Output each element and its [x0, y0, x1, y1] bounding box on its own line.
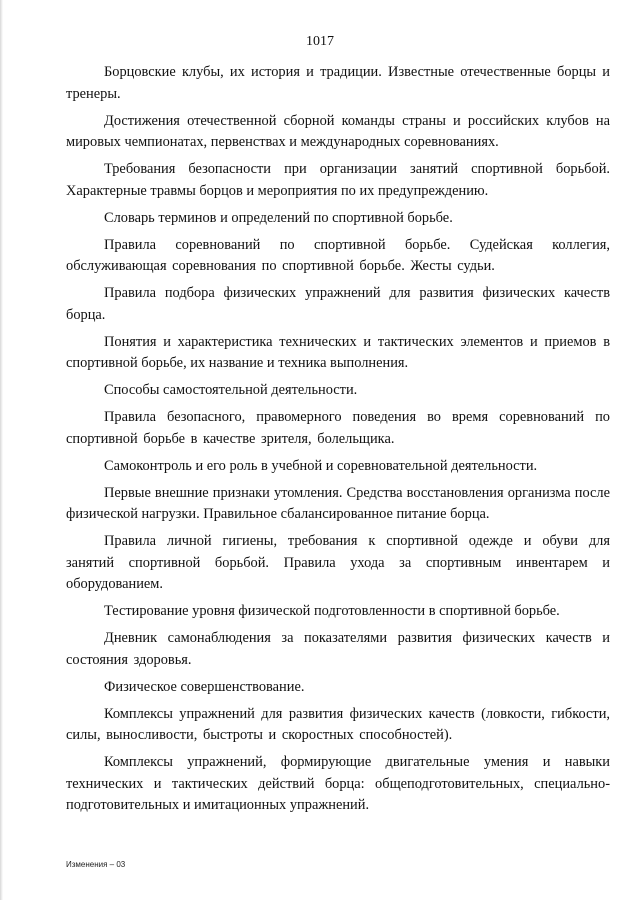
paragraph: Первые внешние признаки утомления. Средства восстановления организма после физической нагрузки. Правильное сбалансированное питание борца. [66, 484, 610, 522]
footer-revision-note: Изменения – 03 [66, 860, 126, 869]
paragraph: Правила личной гигиены, требования к спортивной одежде и обуви для занятий спортивной борьбой. Правила ухода за спортивным инвентарем и оборудованием. [66, 533, 610, 592]
paragraph: Способы самостоятельной деятельности. [104, 382, 358, 398]
scan-edge-shadow [0, 0, 3, 900]
paragraph: Тестирование уровня физической подготовленности в спортивной борьбе. [104, 603, 560, 619]
paragraph: Самоконтроль и его роль в учебной и соревновательной деятельности. [104, 457, 538, 474]
page-number: 1017 [306, 34, 334, 49]
paragraph: Правила соревнований по спортивной борьбе. Судейская коллегия, обслуживающая соревнования по спортивной борьбе. Жесты судьи. [66, 236, 610, 274]
paragraph: Борцовские клубы, их история и традиции. Известные отечественные борцы и тренеры. [66, 64, 610, 102]
document-body [66, 62, 610, 822]
paragraph: Комплексы упражнений для развития физических качеств (ловкости, гибкости, силы, выносливости, быстроты и скоростных способностей). [66, 705, 610, 743]
paragraph: Понятия и характеристика технических и тактических элементов и приемов в спортивной борьбе, их название и техника выполнения. [66, 333, 610, 371]
paragraph: Комплексы упражнений, формирующие двигательные умения и навыки технических и тактических действий борца: общеподготовительных, специально-подготовительных и имитационных упражнений. [66, 754, 610, 813]
paragraph: Физическое совершенствование. [104, 678, 305, 695]
paragraph: Правила подбора физических упражнений для развития физических качеств борца. [66, 285, 610, 323]
paragraph: Словарь терминов и определений по спортивной борьбе. [104, 209, 453, 226]
paragraph: Требования безопасности при организации занятий спортивной борьбой. Характерные травмы борцов и мероприятия по их предупреждению. [66, 161, 610, 199]
paragraph: Достижения отечественной сборной команды страны и российских клубов на мировых чемпионатах, первенствах и международных соревнованиях. [66, 112, 610, 150]
paragraph: Дневник самонаблюдения за показателями развития физических качеств и состояния здоровья. [66, 630, 610, 668]
paragraph: Правила безопасного, правомерного поведения во время соревнований по спортивной борьбе в качестве зрителя, болельщика. [66, 409, 610, 447]
